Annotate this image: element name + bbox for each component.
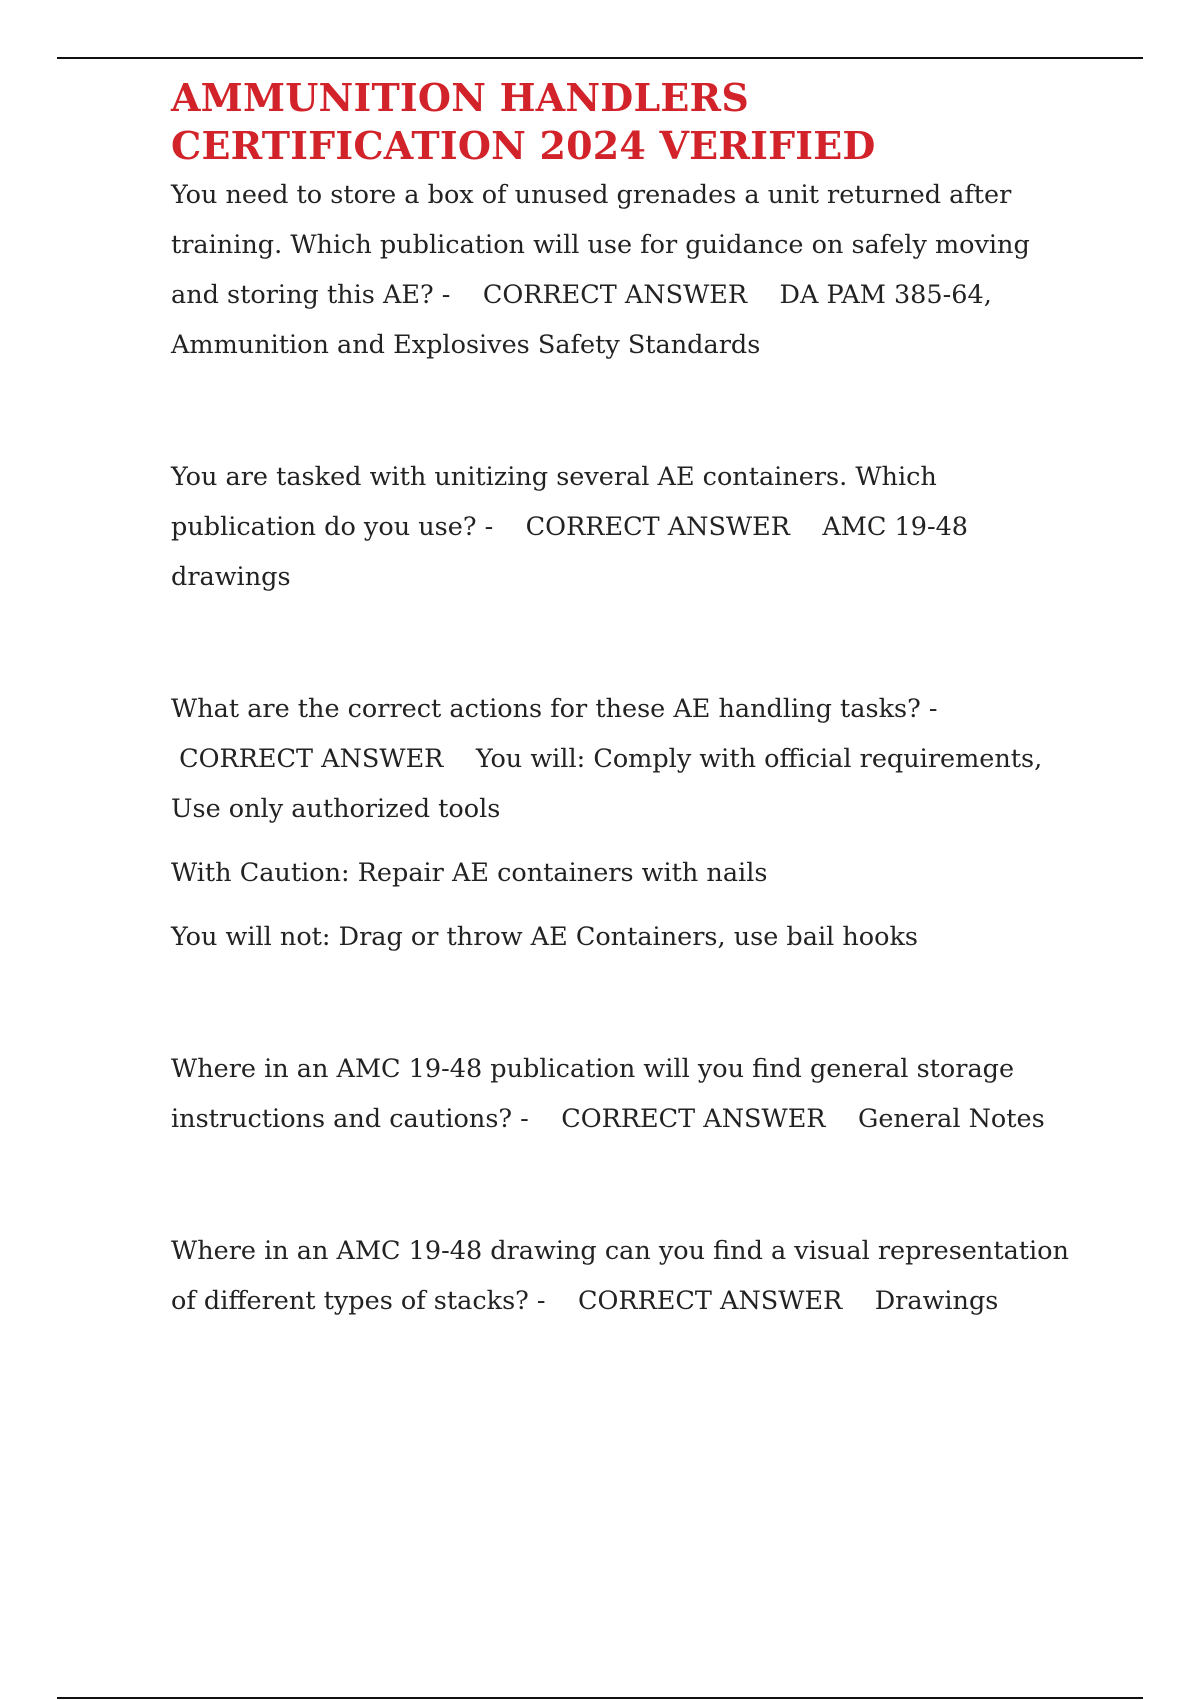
answer-marker: CORRECT ANSWER	[577, 1286, 843, 1316]
qa-item-4	[171, 1044, 1076, 1144]
top-rule	[57, 57, 1143, 59]
answer-text: AMC 19-48 drawings	[171, 512, 969, 592]
qa-item-2	[171, 452, 1076, 602]
qa-item-3	[171, 684, 1076, 962]
answer-text: DA PAM 385-64, Ammunition and Explosives Safety Standards	[171, 280, 992, 360]
title-line-2: CERTIFICATION 2024 VERIFIED	[171, 123, 876, 168]
note-with-caution: With Caution: Repair AE containers with nails	[171, 858, 768, 888]
question-text: You need to store a box of unused grenades a unit returned after training. Which publication will use for guidance on safely moving and storing this AE? -	[171, 180, 1030, 310]
question-text: What are the correct actions for these AE handling tasks? -	[171, 694, 938, 724]
bottom-rule	[57, 1697, 1143, 1699]
answer-text: You will: Comply with official requirements, Use only authorized tools	[171, 744, 1043, 824]
answer-marker: CORRECT ANSWER	[525, 512, 790, 542]
question-text: Where in an AMC 19-48 drawing can you find a visual representation of different types of stacks? -	[171, 1236, 1069, 1316]
question-text: You are tasked with unitizing several AE containers. Which publication do you use? -	[171, 462, 937, 542]
title-line-1: AMMUNITION HANDLERS	[171, 75, 749, 120]
document-body	[171, 74, 1076, 1326]
qa-item-1	[171, 170, 1076, 370]
qa-item-5	[171, 1226, 1076, 1326]
note-will-not: You will not: Drag or throw AE Containers, use bail hooks	[171, 922, 919, 952]
answer-marker: CORRECT ANSWER	[179, 744, 444, 774]
answer-marker: CORRECT ANSWER	[561, 1104, 826, 1134]
answer-text: General Notes	[857, 1104, 1045, 1134]
answer-marker: CORRECT ANSWER	[482, 280, 748, 310]
answer-text: Drawings	[874, 1286, 999, 1316]
question-text: Where in an AMC 19-48 publication will you find general storage instructions and cautions? -	[171, 1054, 1015, 1134]
document-title	[171, 74, 1076, 170]
